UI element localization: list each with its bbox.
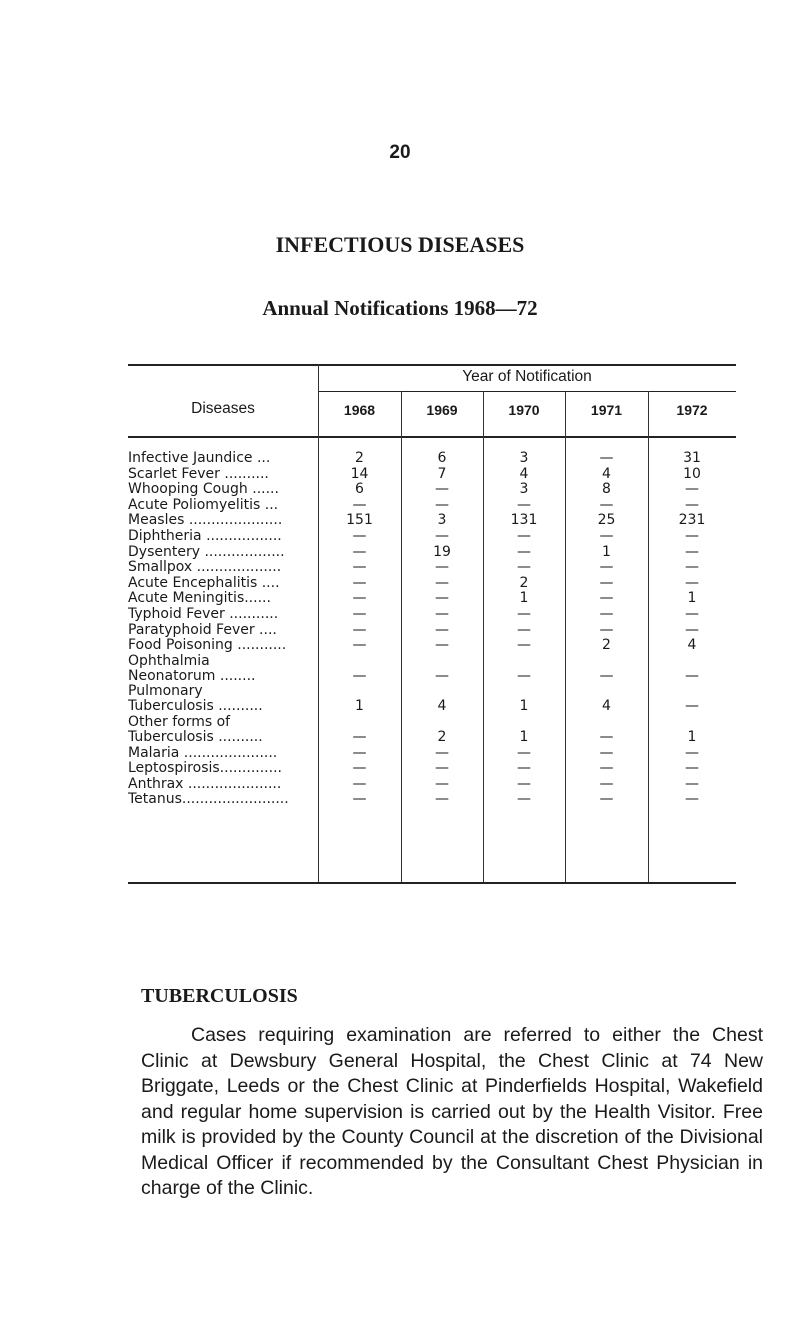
- value-cell-1972: —: [685, 791, 699, 808]
- year-header-1968: 1968: [343, 402, 376, 418]
- table-row: [128, 761, 736, 776]
- value-cell-1972: 1: [687, 729, 697, 745]
- disease-name: Infective Jaundice ...: [128, 451, 271, 466]
- header-bottom-rule: [128, 436, 736, 438]
- disease-name: Measles .....................: [128, 513, 283, 529]
- value-cell-1970: 1: [519, 590, 529, 607]
- value-cell-1970: 3: [519, 481, 529, 498]
- value-cell-1968: —: [352, 559, 367, 576]
- value-cell-1970: 131: [510, 512, 538, 529]
- value-cell-1969: —: [435, 760, 449, 777]
- value-cell-1972: —: [685, 760, 699, 777]
- disease-name: Ophthalmia: [128, 653, 210, 669]
- value-cell-1968: —: [352, 543, 367, 560]
- disease-name: Anthrax .....................: [128, 776, 282, 792]
- value-cell-1968: —: [352, 574, 367, 591]
- table-row: [128, 451, 736, 466]
- value-cell-1969: 7: [437, 465, 447, 482]
- table-bottom-rule: [128, 882, 736, 884]
- value-cell-1970: —: [517, 637, 531, 654]
- table-top-rule: [128, 364, 736, 366]
- value-cell-1970: —: [517, 760, 531, 777]
- value-cell-1972: —: [685, 481, 699, 498]
- value-cell-1968: —: [352, 637, 367, 654]
- table-row: [128, 576, 736, 591]
- value-cell-1969: —: [435, 791, 449, 808]
- value-cell-1969: —: [435, 559, 449, 576]
- table-row: [128, 498, 736, 513]
- disease-name: Whooping Cough ......: [128, 482, 279, 498]
- disease-name: Paratyphoid Fever ....: [128, 622, 277, 638]
- year-header-1969: 1969: [426, 402, 458, 418]
- value-cell-1970: —: [517, 559, 531, 576]
- tuberculosis-heading: TUBERCULOSIS: [141, 985, 298, 1007]
- value-cell-1969: —: [435, 637, 449, 654]
- value-cell-1970: —: [517, 744, 531, 761]
- value-cell-1970: 2: [519, 574, 529, 591]
- table-row: [128, 607, 736, 622]
- value-cell-1971: 25: [597, 512, 616, 529]
- table-row: [128, 684, 736, 714]
- value-cell-1971: —: [599, 791, 614, 808]
- value-cell-1968: 2: [355, 450, 364, 466]
- value-cell-1968: 1: [355, 698, 364, 715]
- disease-name: Smallpox ...................: [128, 560, 282, 576]
- year-header-1972: 1972: [676, 402, 708, 418]
- value-cell-1972: —: [685, 543, 699, 560]
- notifications-table: [128, 364, 736, 884]
- value-cell-1968: —: [352, 667, 367, 684]
- value-cell-1971: —: [599, 590, 614, 607]
- year-of-notification-header: Year of Notification: [462, 368, 592, 385]
- value-cell-1969: —: [435, 775, 449, 792]
- value-cell-1968: —: [352, 621, 367, 638]
- table-row: [128, 560, 736, 575]
- disease-name: Tetanus........................: [128, 792, 289, 808]
- value-cell-1968: 151: [346, 512, 373, 529]
- value-cell-1971: 4: [602, 698, 611, 715]
- disease-name: Pulmonary: [128, 684, 203, 700]
- value-cell-1971: —: [599, 606, 614, 622]
- table-subtitle: Annual Notifications 1968—72: [262, 296, 538, 320]
- value-cell-1969: —: [435, 528, 449, 544]
- disease-name: Leptospirosis..............: [128, 761, 282, 777]
- table-row: [128, 638, 736, 653]
- value-cell-1969: —: [435, 606, 449, 622]
- value-cell-1968: 6: [355, 481, 364, 498]
- disease-name: Typhoid Fever ...........: [128, 607, 279, 622]
- value-cell-1968: —: [352, 744, 367, 761]
- value-cell-1969: 19: [433, 543, 451, 560]
- value-cell-1972: —: [685, 775, 699, 792]
- disease-name: Dysentery ..................: [128, 544, 285, 560]
- disease-name: Tuberculosis ..........: [128, 730, 263, 745]
- disease-name: Acute Encephalitis ....: [128, 575, 280, 591]
- table-row: [128, 545, 736, 560]
- year-header-rule: [318, 391, 736, 392]
- value-cell-1971: —: [599, 744, 614, 761]
- disease-name: Neonatorum ........: [128, 668, 256, 684]
- value-cell-1972: 31: [683, 450, 701, 466]
- page-number: 20: [389, 142, 411, 163]
- value-cell-1972: 4: [687, 637, 697, 654]
- disease-name: Diphtheria .................: [128, 529, 282, 544]
- value-cell-1971: 4: [602, 465, 611, 482]
- value-cell-1969: —: [435, 621, 449, 638]
- value-cell-1970: —: [517, 667, 531, 684]
- value-cell-1970: —: [517, 496, 531, 513]
- value-cell-1970: 3: [519, 450, 529, 466]
- value-cell-1971: —: [599, 450, 614, 466]
- year-header-1971: 1971: [590, 402, 623, 418]
- value-cell-1971: —: [599, 621, 614, 638]
- disease-name: Food Poisoning ...........: [128, 638, 287, 654]
- value-cell-1968: —: [352, 606, 367, 622]
- table-row: [128, 654, 736, 684]
- value-cell-1971: 1: [602, 543, 611, 560]
- value-cell-1972: —: [685, 667, 699, 684]
- disease-name: Malaria .....................: [128, 745, 278, 761]
- table-row: [128, 467, 736, 482]
- value-cell-1971: —: [599, 667, 614, 684]
- value-cell-1972: —: [685, 496, 699, 513]
- table-row: [128, 746, 736, 761]
- value-cell-1970: —: [517, 528, 531, 544]
- value-cell-1969: —: [435, 667, 449, 684]
- value-cell-1968: 14: [350, 465, 369, 482]
- value-cell-1970: 4: [519, 465, 529, 482]
- value-cell-1972: 1: [687, 590, 697, 607]
- year-header-1970: 1970: [508, 402, 540, 418]
- value-cell-1972: 231: [678, 512, 706, 529]
- value-cell-1972: —: [685, 606, 699, 622]
- value-cell-1970: —: [517, 621, 531, 638]
- disease-name: Other forms of: [128, 715, 231, 730]
- value-cell-1972: —: [685, 559, 699, 576]
- value-cell-1969: —: [435, 496, 449, 513]
- value-cell-1970: —: [517, 606, 531, 622]
- value-cell-1969: —: [435, 744, 449, 761]
- table-row: [128, 623, 736, 638]
- diseases-header: Diseases: [191, 400, 255, 417]
- table-row: [128, 715, 736, 745]
- table-row: [128, 513, 736, 528]
- value-cell-1968: —: [352, 760, 367, 777]
- value-cell-1971: —: [599, 574, 614, 591]
- page-title: INFECTIOUS DISEASES: [275, 232, 525, 257]
- value-cell-1971: —: [599, 559, 614, 576]
- table-row: [128, 792, 736, 807]
- value-cell-1968: —: [352, 775, 367, 792]
- table-row: [128, 777, 736, 792]
- value-cell-1971: —: [599, 496, 614, 513]
- value-cell-1971: —: [599, 760, 614, 777]
- value-cell-1971: —: [599, 528, 614, 544]
- value-cell-1971: —: [599, 775, 614, 792]
- value-cell-1968: —: [352, 791, 367, 808]
- value-cell-1968: —: [352, 496, 367, 513]
- table-row: [128, 482, 736, 497]
- disease-name: Acute Meningitis......: [128, 591, 271, 607]
- value-cell-1972: —: [685, 574, 699, 591]
- value-cell-1969: 2: [437, 729, 447, 745]
- value-cell-1971: 2: [602, 637, 611, 654]
- value-cell-1972: —: [685, 621, 699, 638]
- value-cell-1969: 3: [437, 512, 447, 529]
- table-row: [128, 591, 736, 606]
- value-cell-1972: —: [685, 528, 699, 544]
- value-cell-1968: —: [352, 590, 367, 607]
- disease-name: Scarlet Fever ..........: [128, 466, 269, 482]
- disease-name: Tuberculosis ..........: [128, 699, 263, 715]
- value-cell-1972: —: [685, 698, 699, 715]
- value-cell-1969: —: [435, 574, 449, 591]
- value-cell-1969: —: [435, 590, 449, 607]
- value-cell-1969: 4: [437, 698, 447, 715]
- value-cell-1970: 1: [519, 729, 529, 745]
- value-cell-1968: —: [352, 729, 367, 745]
- value-cell-1970: —: [517, 543, 531, 560]
- value-cell-1969: 6: [437, 450, 447, 466]
- value-cell-1970: 1: [519, 698, 529, 715]
- value-cell-1972: —: [685, 744, 699, 761]
- disease-name: Acute Poliomyelitis ...: [128, 497, 279, 513]
- value-cell-1970: —: [517, 775, 531, 792]
- value-cell-1972: 10: [683, 465, 701, 482]
- value-cell-1971: —: [599, 729, 614, 745]
- tuberculosis-paragraph: Cases requiring examination are referred to either the Chest Clinic at Dewsbury General Hospital, the Chest Clinic at 74 New Briggate, Leeds or the Chest Clinic at Pinderfields Hospital, Wakefield and regular home supervision is carried out by the Health Visitor. Free milk is provided by the County Council at the discretion of the Divisional Medical Officer if recommended by the Consultant Chest Physician in charge of the Clinic.: [141, 1024, 763, 1199]
- value-cell-1969: —: [435, 481, 449, 498]
- value-cell-1971: 8: [602, 481, 611, 498]
- value-cell-1970: —: [517, 791, 531, 808]
- value-cell-1968: —: [352, 528, 367, 544]
- table-row: [128, 529, 736, 544]
